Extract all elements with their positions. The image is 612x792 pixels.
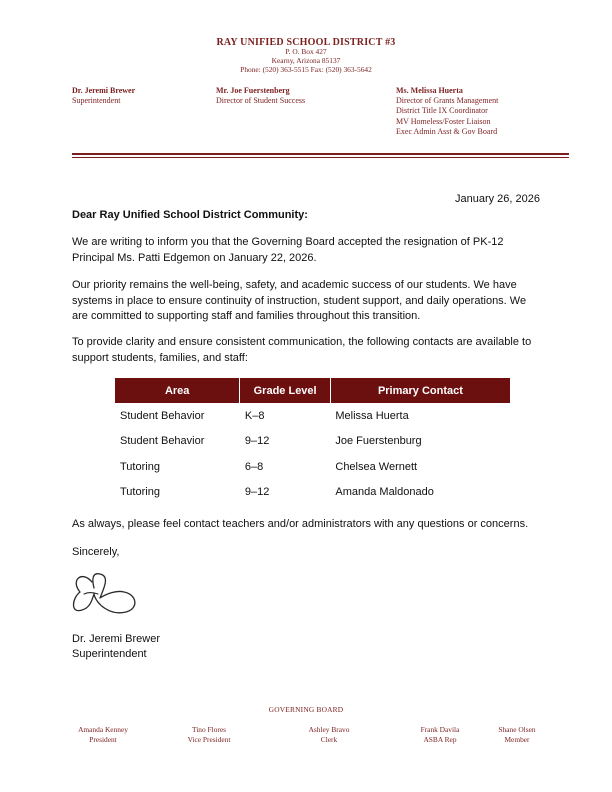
cell-area: Tutoring	[120, 486, 160, 499]
letter-paragraph-1: We are writing to inform you that the Governing Board accepted the resignation of PK-12 Principal Ms. Patti Edgemon on January 22, 2026.	[72, 236, 504, 264]
board-member-name: Amanda Kenney	[78, 725, 128, 734]
letterhead-divider-thick	[72, 153, 569, 155]
contacts-table	[115, 378, 510, 505]
board-member-name: Frank Davila	[420, 725, 460, 734]
signature-image	[70, 570, 140, 620]
district-phone-fax: Phone: (520) 363-5515 Fax: (520) 363-5642	[240, 65, 372, 74]
cell-area: Student Behavior	[120, 409, 205, 422]
table-row	[115, 403, 510, 429]
board-member	[411, 725, 469, 744]
cell-primary-contact: Joe Fuerstenburg	[335, 435, 422, 448]
signer-name: Dr. Jeremi Brewer	[72, 633, 161, 645]
staff-director-student-success	[216, 86, 305, 106]
district-city: Kearny, Arizona 85137	[271, 56, 341, 65]
letter-paragraph-4: As always, please feel contact teachers and/or administrators with any questions or concerns.	[72, 518, 529, 530]
table-row	[115, 480, 510, 506]
column-header-primary-contact: Primary Contact	[330, 378, 510, 403]
staff-name: Ms. Melissa Huerta	[396, 86, 463, 95]
staff-superintendent	[72, 86, 135, 106]
staff-name: Dr. Jeremi Brewer	[72, 86, 136, 95]
cell-grade-level: 9–12	[244, 435, 270, 448]
staff-title: Superintendent	[72, 96, 121, 106]
staff-director-grants	[396, 86, 498, 137]
letter-date: January 26, 2026	[454, 193, 540, 205]
cell-grade-level: 6–8	[244, 460, 264, 473]
column-header-grade-level: Grade Level	[240, 378, 331, 403]
board-member-role: Clerk	[320, 734, 338, 744]
table-row	[115, 454, 510, 480]
board-member-role: President	[89, 734, 117, 744]
staff-name: Mr. Joe Fuerstenberg	[216, 86, 290, 95]
board-member	[300, 725, 358, 744]
letter-paragraph-2: Our priority remains the well-being, safety, and academic success of our students. We have systems in place to ensure continuity of instruction, student support, and daily operations. We are committed to supporting staff and families throughout this transition.	[72, 279, 527, 322]
signer-title: Superintendent	[72, 648, 147, 660]
board-member-name: Shane Olsen	[498, 725, 536, 734]
cell-area: Student Behavior	[120, 435, 205, 448]
board-member-role: ASBA Rep	[423, 734, 457, 744]
cell-grade-level: K–8	[244, 409, 265, 422]
letterhead-divider-thin	[72, 157, 569, 158]
cell-primary-contact: Chelsea Wernett	[335, 460, 418, 473]
cell-primary-contact: Melissa Huerta	[335, 409, 409, 422]
board-member-name: Tino Flores	[191, 725, 227, 734]
letter-greeting: Dear Ray Unified School District Community:	[72, 209, 308, 221]
letter-paragraph-3: To provide clarity and ensure consistent communication, the following contacts are available to support students, families, and staff:	[72, 336, 532, 364]
table-row	[115, 429, 510, 455]
cell-area: Tutoring	[120, 460, 160, 473]
staff-title: District Title IX Coordinator	[396, 106, 488, 116]
district-po-box: P. O. Box 427	[285, 47, 327, 56]
board-member-role: Member	[504, 734, 530, 744]
board-member-name: Ashley Bravo	[308, 725, 350, 734]
staff-title: Exec Admin Asst & Gov Board	[396, 126, 498, 136]
staff-title: MV Homeless/Foster Liaison	[396, 116, 491, 126]
board-member	[74, 725, 132, 744]
letter-closing: Sincerely,	[72, 546, 120, 558]
cell-grade-level: 9–12	[244, 486, 270, 499]
table-header-row	[115, 378, 510, 403]
governing-board-title: GOVERNING BOARD	[268, 705, 344, 714]
cell-primary-contact: Amanda Maldonado	[335, 486, 434, 499]
board-member	[488, 725, 546, 744]
board-member	[180, 725, 238, 744]
staff-title: Director of Grants Management	[396, 96, 499, 106]
board-member-role: Vice President	[187, 734, 231, 744]
district-name: RAY UNIFIED SCHOOL DISTRICT #3	[216, 37, 396, 48]
column-header-area: Area	[115, 378, 240, 403]
staff-title: Director of Student Success	[216, 96, 306, 106]
